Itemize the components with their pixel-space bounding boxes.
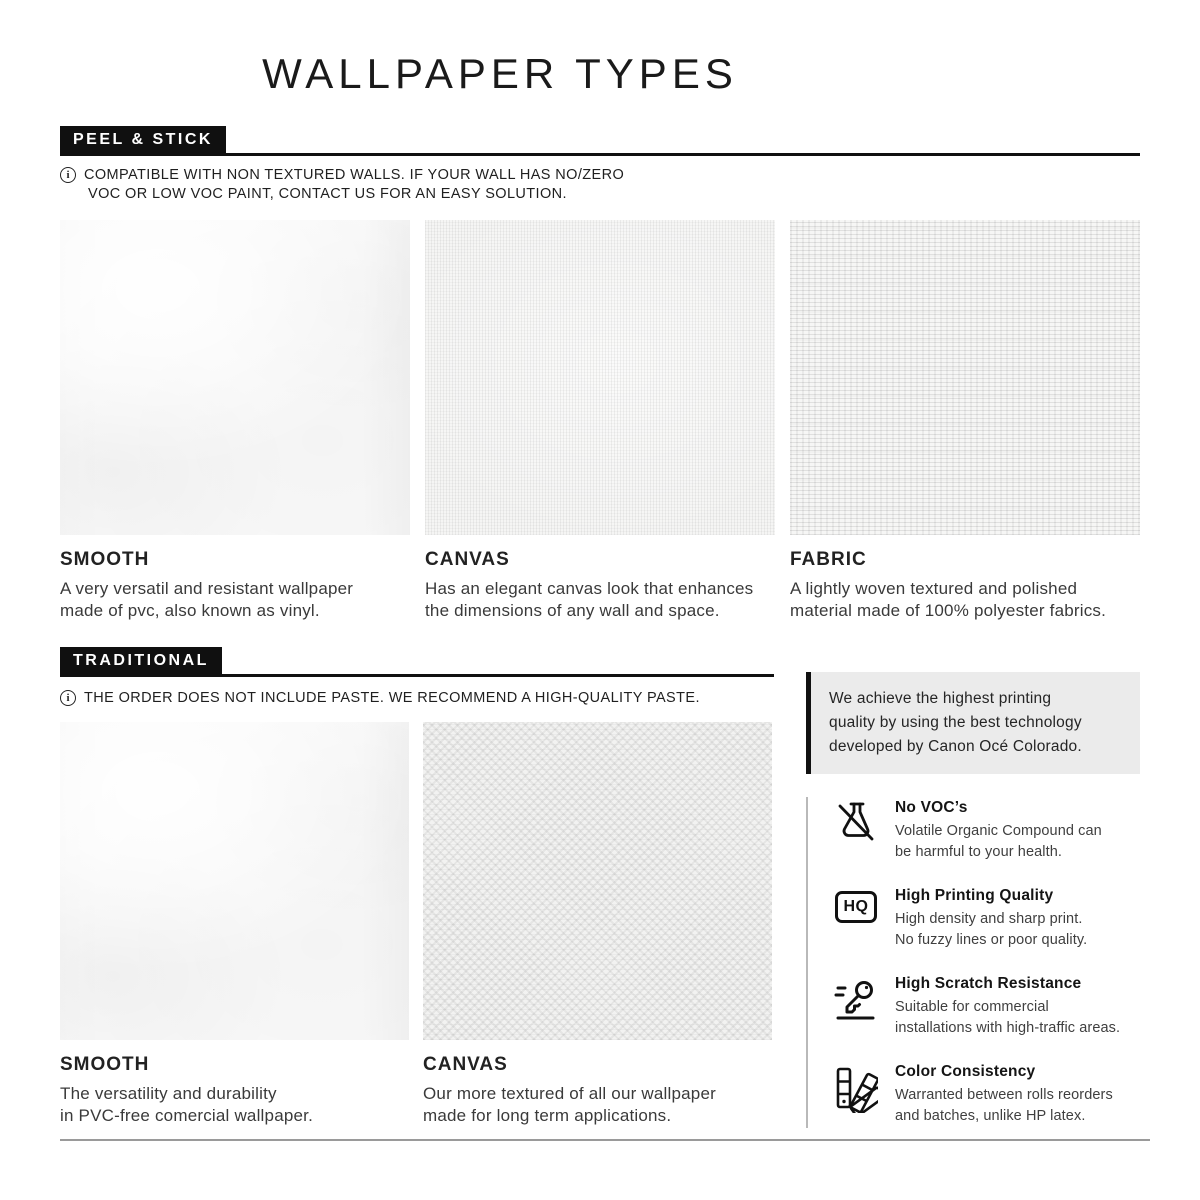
section-label-traditional: TRADITIONAL [60, 647, 222, 674]
feature-description [895, 1085, 1113, 1126]
no-voc-icon [834, 799, 878, 849]
page-title: WALLPAPER TYPES [262, 50, 738, 97]
hq-icon-label: HQ [835, 891, 877, 923]
desc-line: The versatility and durability [60, 1084, 277, 1103]
card-title: SMOOTH [60, 1054, 150, 1075]
card-title: CANVAS [425, 549, 510, 570]
note-text [84, 166, 624, 204]
feature-description [895, 909, 1087, 950]
card-canvas [423, 722, 772, 1127]
card-description [60, 1083, 409, 1127]
desc-line: High density and sharp print. [895, 911, 1083, 927]
card-description [790, 578, 1140, 622]
printing-quality-callout [806, 672, 1140, 774]
note-text [84, 689, 700, 708]
fabric-texture-swatch [790, 220, 1140, 535]
feature-title: No VOC’s [895, 799, 968, 816]
section-header-peel-stick [60, 126, 1140, 156]
feature-no-voc [834, 799, 1140, 862]
peel-stick-cards [60, 220, 1140, 622]
feature-color-consistency [834, 1063, 1140, 1126]
desc-line: installations with high-traffic areas. [895, 1019, 1121, 1036]
note-traditional [60, 689, 700, 708]
feature-text [895, 799, 1102, 862]
color-swatches-icon [834, 1063, 878, 1113]
desc-line: and batches, unlike HP latex. [895, 1107, 1086, 1124]
desc-line: in PVC-free comercial wallpaper. [60, 1106, 313, 1125]
section-rule [60, 126, 1140, 156]
desc-line: the dimensions of any wall and space. [425, 601, 720, 620]
card-description [423, 1083, 772, 1127]
quote-line: quality by using the best technology [829, 714, 1082, 731]
desc-line: Volatile Organic Compound can [895, 823, 1102, 839]
feature-high-printing-quality [834, 887, 1140, 950]
card-title: CANVAS [423, 1054, 508, 1075]
desc-line: material made of 100% polyester fabrics. [790, 601, 1107, 620]
desc-line: Has an elegant canvas look that enhances [425, 579, 754, 598]
feature-text [895, 975, 1120, 1038]
feature-text [895, 887, 1087, 950]
card-canvas [425, 220, 775, 622]
card-title: FABRIC [790, 549, 867, 570]
desc-line: Suitable for commercial [895, 999, 1049, 1015]
card-smooth [60, 220, 410, 622]
desc-line: made for long term applications. [423, 1106, 672, 1125]
desc-line: Our more textured of all our wallpaper [423, 1084, 716, 1103]
desc-line: Warranted between rolls reorders [895, 1087, 1113, 1103]
feature-title: High Scratch Resistance [895, 975, 1082, 992]
note-line: COMPATIBLE WITH NON TEXTURED WALLS. IF YOUR WALL HAS NO/ZERO [84, 167, 625, 183]
feature-description [895, 997, 1120, 1038]
card-description [60, 578, 410, 622]
info-icon: i [60, 167, 76, 183]
note-peel-stick [60, 166, 624, 204]
desc-line: be harmful to your health. [895, 843, 1063, 860]
smooth-texture-swatch [60, 220, 410, 535]
quote-line: We achieve the highest printing [829, 690, 1052, 707]
traditional-cards [60, 722, 772, 1127]
feature-list [806, 797, 1140, 1128]
info-icon: i [60, 690, 76, 706]
feature-text [895, 1063, 1113, 1126]
desc-line: A lightly woven textured and polished [790, 579, 1078, 598]
feature-description [895, 821, 1102, 862]
canvas-rough-texture-swatch [423, 722, 772, 1040]
feature-title: Color Consistency [895, 1063, 1036, 1080]
section-rule [60, 647, 774, 677]
card-smooth [60, 722, 409, 1127]
smooth-texture-swatch [60, 722, 409, 1040]
desc-line: No fuzzy lines or poor quality. [895, 931, 1088, 948]
feature-title: High Printing Quality [895, 887, 1054, 904]
quote-line: developed by Canon Océ Colorado. [829, 738, 1082, 755]
note-line: VOC OR LOW VOC PAINT, CONTACT US FOR AN EASY SOLUTION. [88, 186, 567, 202]
note-line: THE ORDER DOES NOT INCLUDE PASTE. WE RECOMMEND A HIGH-QUALITY PASTE. [84, 690, 700, 706]
card-title: SMOOTH [60, 549, 150, 570]
bottom-divider [60, 1139, 1150, 1141]
desc-line: made of pvc, also known as vinyl. [60, 601, 320, 620]
desc-line: A very versatil and resistant wallpaper [60, 579, 354, 598]
key-icon [834, 975, 878, 1025]
card-description [425, 578, 775, 622]
right-panel [806, 672, 1140, 1128]
canvas-texture-swatch [425, 220, 775, 535]
section-label-peel-stick: PEEL & STICK [60, 126, 226, 153]
feature-high-scratch-resistance [834, 975, 1140, 1038]
hq-icon [834, 887, 878, 937]
card-fabric [790, 220, 1140, 622]
section-header-traditional [60, 647, 774, 677]
